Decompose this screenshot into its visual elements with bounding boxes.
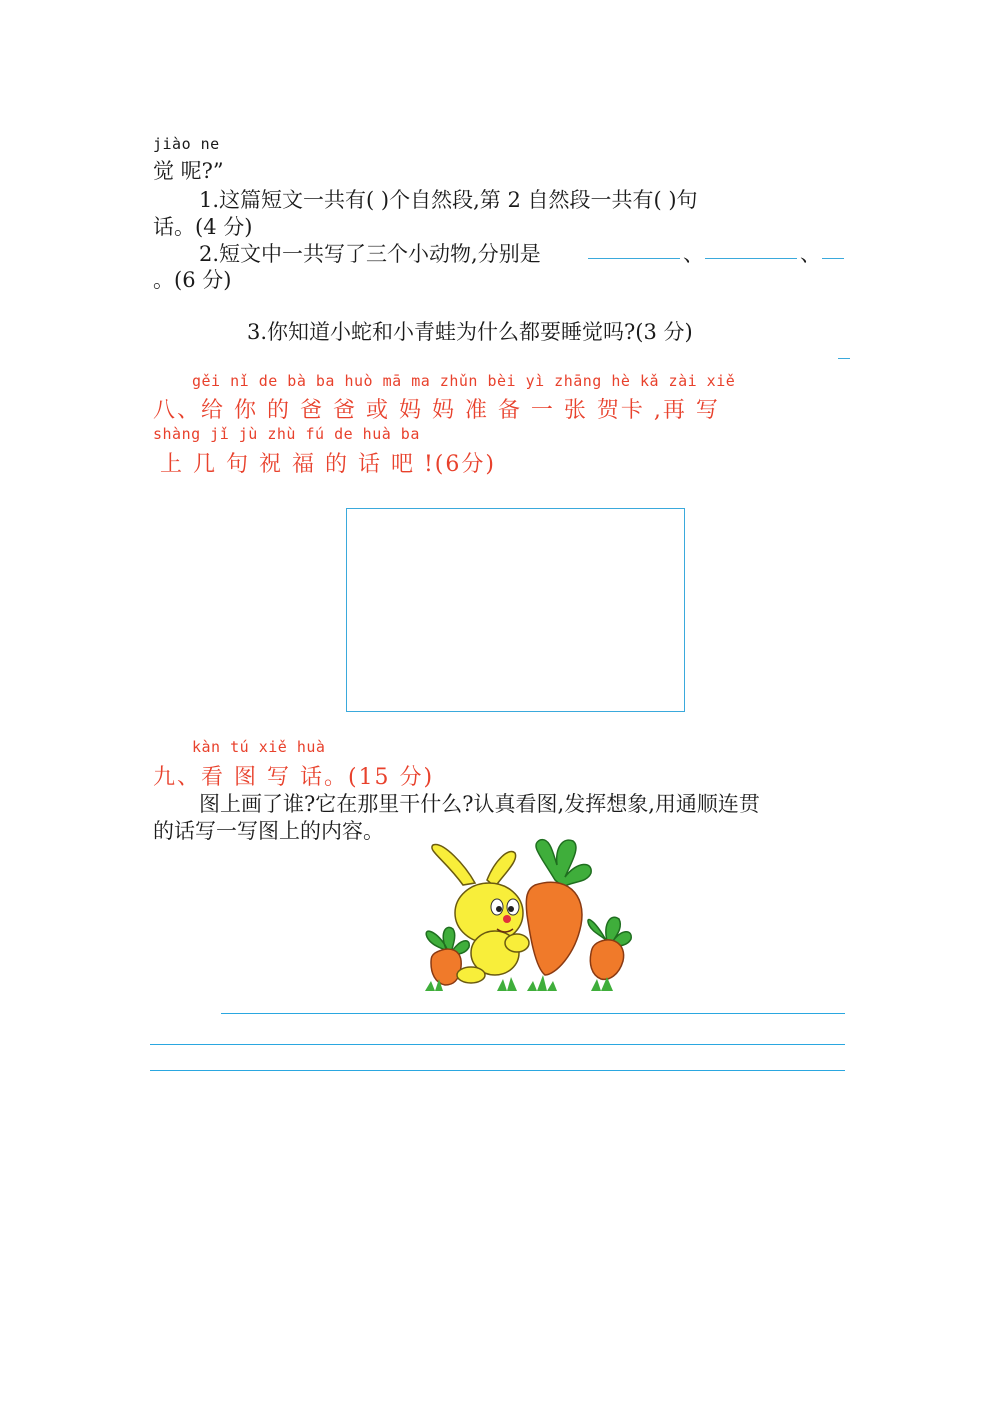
question-1: 1.这篇短文一共有( )个自然段,第 2 自然段一共有( )句: [199, 188, 698, 212]
answer-blank[interactable]: [705, 258, 797, 259]
pinyin-line: shàng jǐ jù zhù fú de huà ba: [153, 425, 420, 443]
answer-blank[interactable]: [822, 258, 844, 259]
pinyin-line: gěi nǐ de bà ba huò mā ma zhǔn bèi yì zhāng hè kǎ zài xiě: [192, 372, 736, 390]
question-2: 2.短文中一共写了三个小动物,分别是: [199, 242, 541, 266]
pinyin-line: kàn tú xiě huà: [192, 738, 326, 756]
writing-line[interactable]: [221, 1013, 845, 1014]
instruction-text: 的话写一写图上的内容。: [153, 819, 384, 843]
question-2-cont: 。(6 分): [153, 268, 232, 292]
section-8-title: 八、给 你 的 爸 爸 或 妈 妈 准 备 一 张 贺卡 ,再 写: [153, 398, 720, 423]
answer-blank[interactable]: [588, 258, 680, 259]
question-1-cont: 话。(4 分): [153, 215, 253, 239]
separator: 、: [683, 242, 704, 266]
answer-blank[interactable]: [838, 358, 850, 359]
instruction-text: 图上画了谁?它在那里干什么?认真看图,发挥想象,用通顺连贯: [199, 792, 760, 816]
pinyin-line: jiào ne: [153, 135, 220, 153]
bunny-carrot-illustration: [405, 835, 645, 995]
section-8-title-cont: 上 几 句 祝 福 的 话 吧 !(6分): [160, 452, 496, 477]
question-3: 3.你知道小蛇和小青蛙为什么都要睡觉吗?(3 分): [247, 320, 693, 344]
story-text: 觉 呢?”: [153, 159, 224, 183]
greeting-card-box[interactable]: [346, 508, 685, 712]
section-9-title: 九、看 图 写 话。(15 分): [153, 765, 435, 790]
writing-line[interactable]: [150, 1070, 845, 1071]
writing-line[interactable]: [150, 1044, 845, 1045]
separator: 、: [800, 242, 821, 266]
